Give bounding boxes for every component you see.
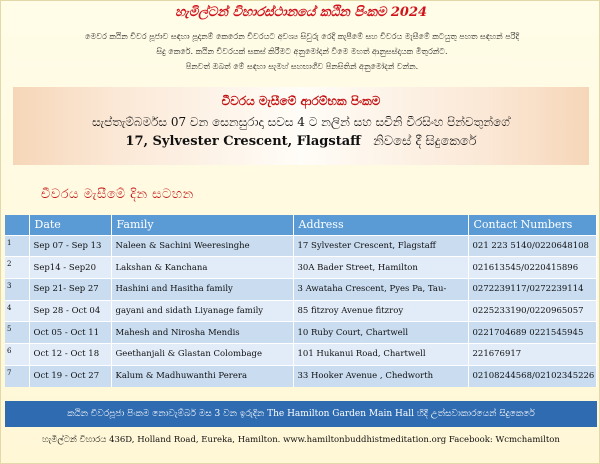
row-date: Oct 05 - Oct 11	[29, 322, 111, 344]
table-row	[5, 278, 596, 300]
banner-date-line: සැප්තැම්බර්මස 07 වන සෙනසුරාදා සවස 4 ට නලින් සහ සචිනි වීරසිංහ පින්වතුන්ගේ	[92, 115, 510, 129]
schedule-table	[5, 215, 597, 387]
row-date: Sep 28 - Oct 04	[29, 300, 111, 322]
row-contact: 221676917	[468, 343, 596, 365]
table-row	[5, 257, 596, 279]
table-row	[5, 300, 596, 322]
row-address: 3 Awataha Crescent, Pyes Pa, Tau-	[293, 278, 468, 300]
banner-address: 17, Sylvester Crescent, Flagstaff	[125, 134, 361, 149]
row-date: Sep14 - Sep20	[29, 257, 111, 279]
row-number: 1	[5, 235, 29, 257]
row-family: Naleen & Sachini Weeresinghe	[111, 235, 293, 257]
table-row	[5, 322, 596, 344]
table-row	[5, 235, 596, 257]
row-address: 30A Bader Street, Hamilton	[293, 257, 468, 279]
row-address: 85 fitzroy Avenue fitzroy	[293, 300, 468, 322]
row-address: 33 Hooker Avenue , Chedworth	[293, 365, 468, 387]
row-number: 6	[5, 343, 29, 365]
row-number: 7	[5, 365, 29, 387]
col-header-contact: Contact Numbers	[468, 215, 596, 235]
row-date: Oct 12 - Oct 18	[29, 343, 111, 365]
row-contact: 021 223 5140/0220648108	[468, 235, 596, 257]
intro-line: පිනවත් ඔබත් මේ සඳහා සැමහ් සහභාගීව පිනසිතින් අනුමෝදන් වන්න.	[185, 62, 419, 71]
row-contact: 02108244568/02102345226	[468, 365, 596, 387]
row-address: 10 Ruby Court, Chartwell	[293, 322, 468, 344]
intro-text	[17, 29, 587, 74]
row-family: Hashini and Hasitha family	[111, 278, 293, 300]
row-family: Geethanjali & Glastan Colombage	[111, 343, 293, 365]
row-date: Sep 07 - Sep 13	[29, 235, 111, 257]
table-row	[5, 343, 596, 365]
banner-address-line	[13, 134, 589, 149]
banner-heading: චීවරය මැසීමේ ආරම්භක පිංකම	[221, 94, 381, 108]
row-contact: 0221704689 0221545945	[468, 322, 596, 344]
schedule-title: චීවරය මැසීමේ දින සටහන	[41, 187, 194, 202]
opening-event-banner	[13, 87, 589, 165]
row-contact: 0272239117/0272239114	[468, 278, 596, 300]
row-number: 4	[5, 300, 29, 322]
banner-address-suffix: නිවසේ දී සිදුකෙරේ	[373, 134, 477, 149]
col-header-date: Date	[29, 215, 111, 235]
row-date: Oct 19 - Oct 27	[29, 365, 111, 387]
row-date: Sep 21- Sep 27	[29, 278, 111, 300]
main-event-band: කඨින චීවරපූජා පිංකම නොවැම්බර් මස 3 වන ඉරුදින The Hamilton Garden Main Hall හිදී උත්සවාකාරයෙන් සිදුකෙරේ	[5, 401, 597, 427]
row-address: 17 Sylvester Crescent, Flagstaff	[293, 235, 468, 257]
table-header-row	[5, 215, 596, 235]
row-number: 3	[5, 278, 29, 300]
col-header-address: Address	[293, 215, 468, 235]
row-family: Mahesh and Nirosha Mendis	[111, 322, 293, 344]
col-header-num	[5, 215, 29, 235]
intro-line: සිදු කෙරේ. කඨින චීවරයක් සකස් කිරීමට අනුමෝදන් වීමෙ මහත් ආනුසස්දායක මිතුරන්ට.	[156, 47, 448, 56]
row-number: 2	[5, 257, 29, 279]
page-title: හැමිල්ටන් විහාරස්ථානයේ කඨින පිංකම 2024	[174, 5, 428, 20]
contact-info: හැමිල්ටන් විහාරය 436D, Holland Road, Eureka, Hamilton. www.hamiltonbuddhistmeditation.org Facebook: Wcmchamilton	[42, 435, 560, 445]
col-header-family: Family	[111, 215, 293, 235]
row-family: Lakshan & Kanchana	[111, 257, 293, 279]
row-number: 5	[5, 322, 29, 344]
intro-line: මෙවර කඨින චීවර පූජාව සඳහා පූදානම් කෙරෙන චීවරයට අවශ්‍ය සිවුරු රෙදි කැපීමේ සහ චීවරය මැසීමේ කටයුතු පහත සඳහන් පරිදි	[85, 32, 519, 41]
row-family: Kalum & Madhuwanthi Perera	[111, 365, 293, 387]
row-address: 101 Hukanui Road, Chartwell	[293, 343, 468, 365]
row-contact: 0225233190/0220965057	[468, 300, 596, 322]
table-row	[5, 365, 596, 387]
row-family: gayani and sidath Liyanage family	[111, 300, 293, 322]
row-contact: 021613545/0220415896	[468, 257, 596, 279]
